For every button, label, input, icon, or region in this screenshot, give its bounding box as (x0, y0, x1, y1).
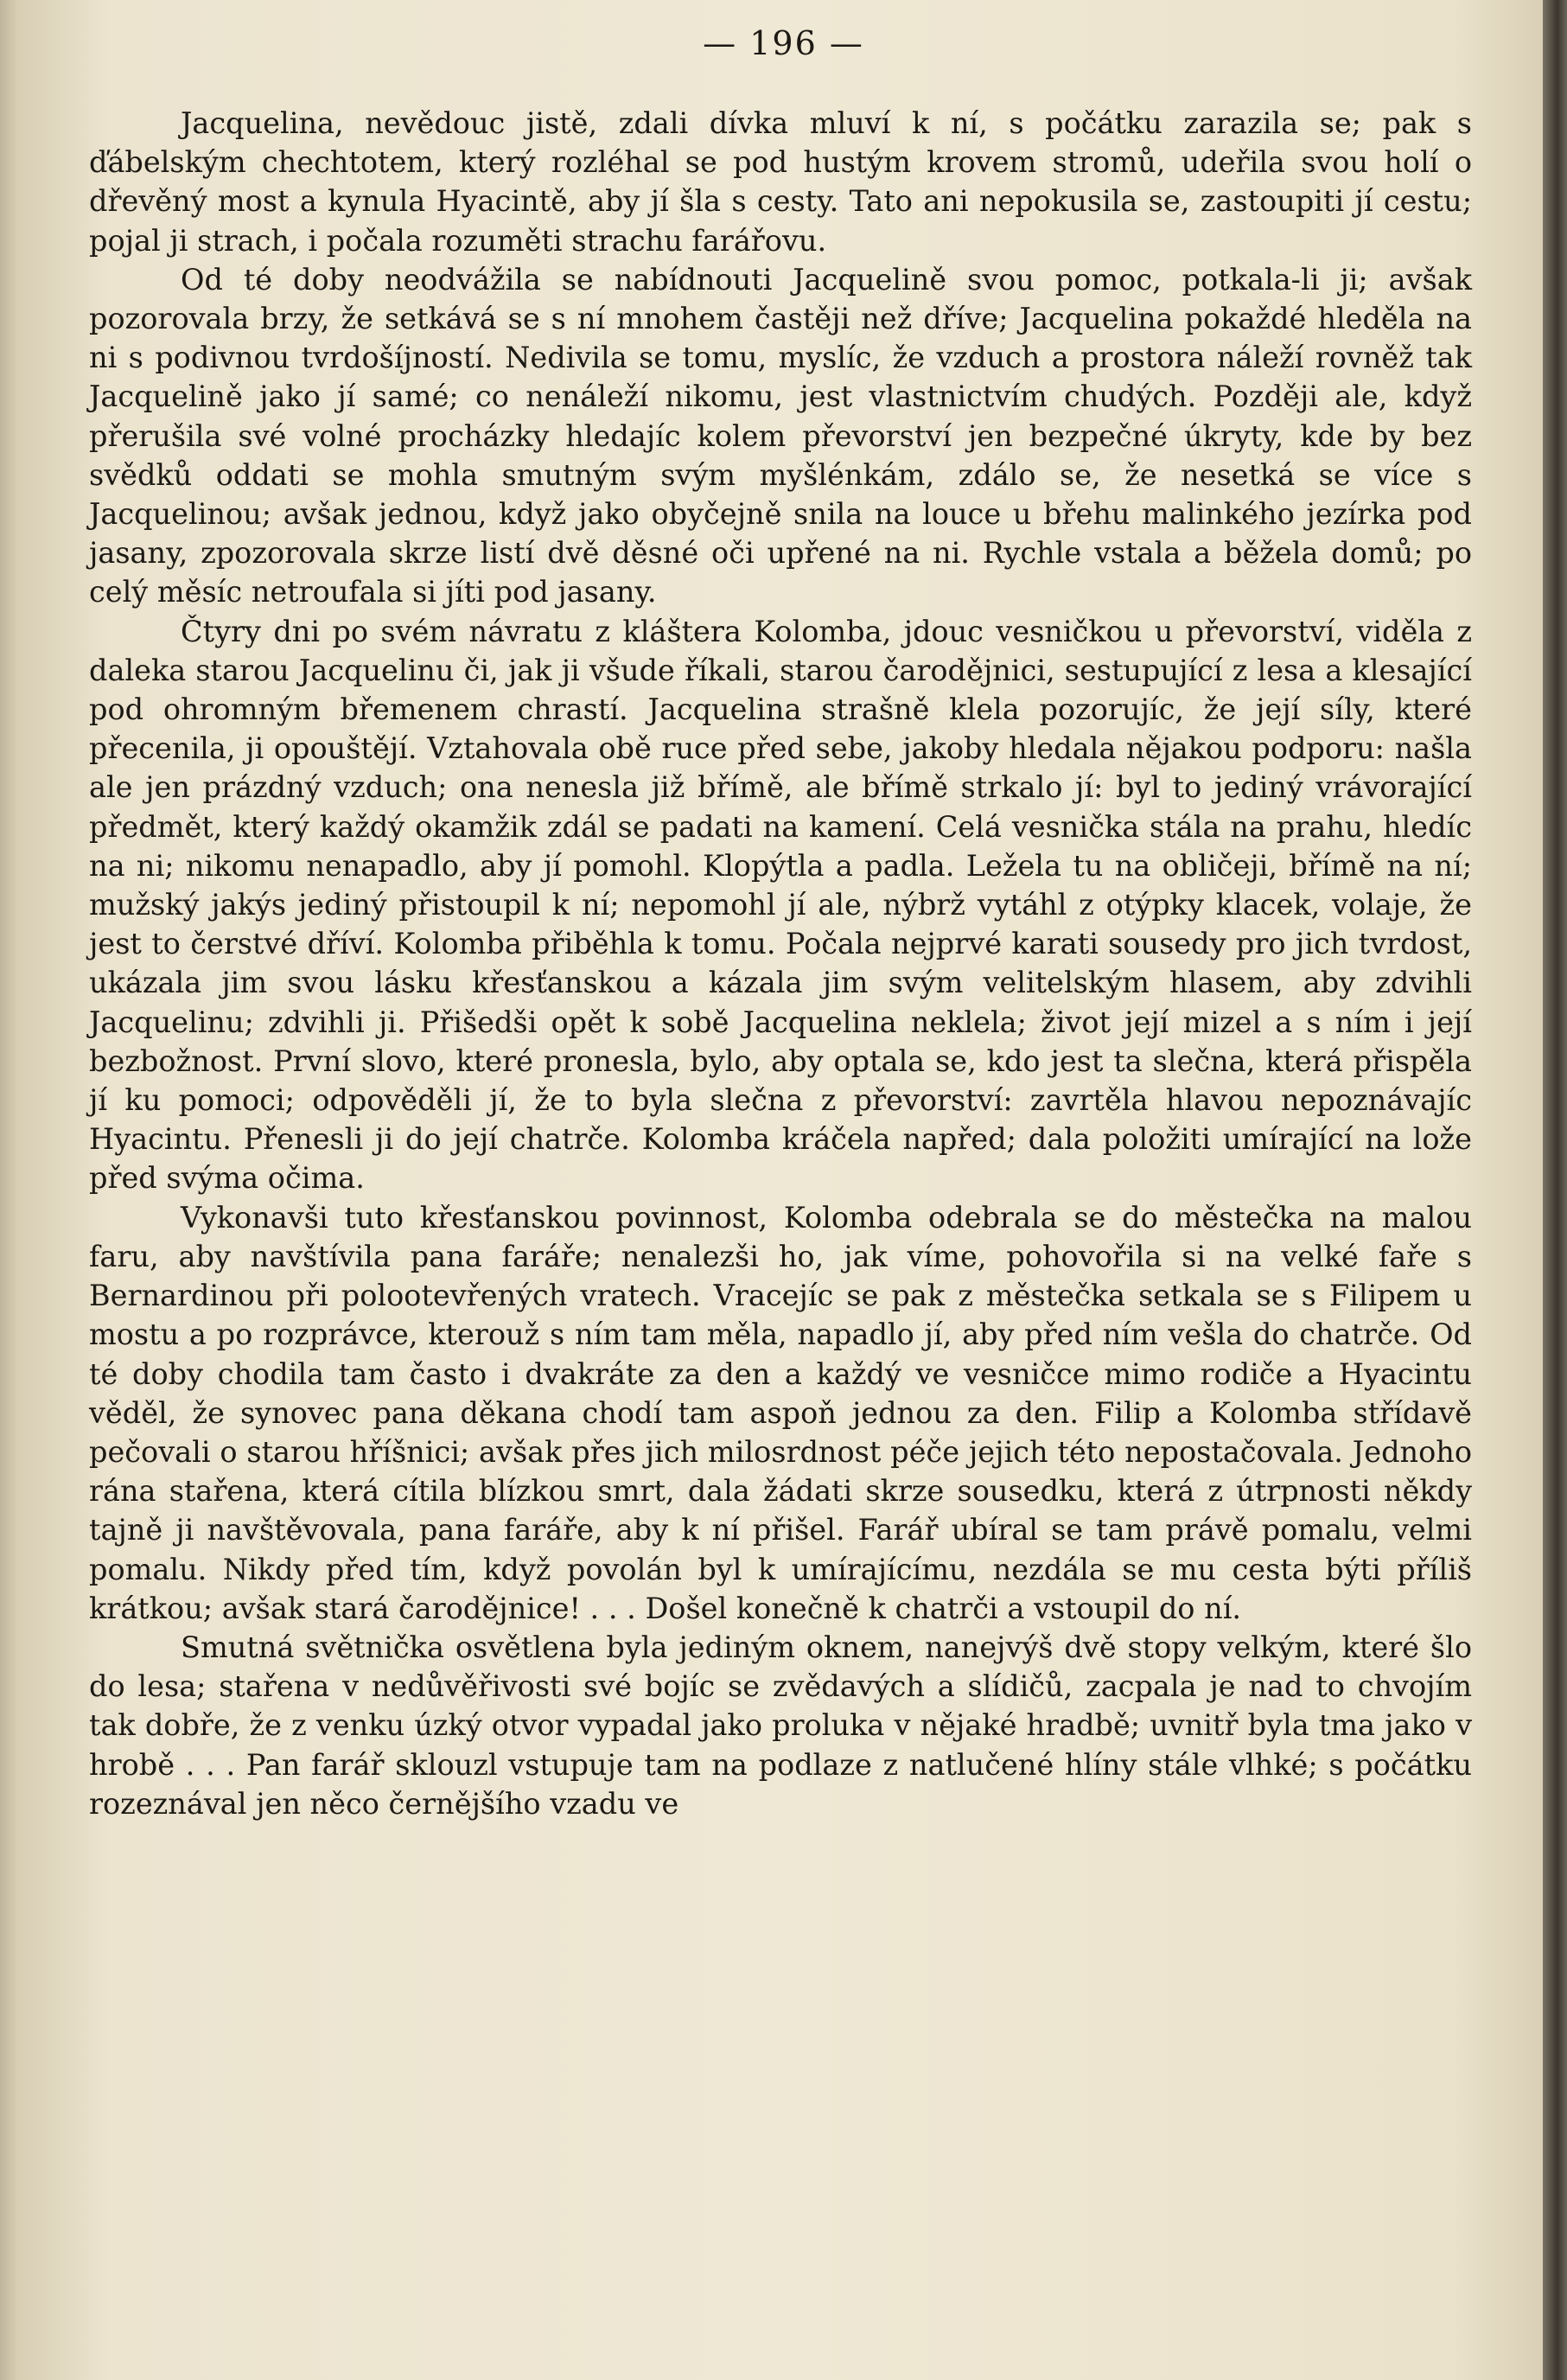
paragraph-5: Smutná světnička osvětlena byla jediným oknem, nanejvýš dvě stopy velkým, které šlo do lesa; stařena v nedůvěřivosti své bojíc se zvědavých a slídičů, zacpala je nad to chvojím tak dobře, že z venku úzký otvor vypadal jako proluka v nějaké hradbě; uvnitř byla tma jako v hrobě . . . Pan farář sklouzl vstupuje tam na podlaze z natlučené hlíny stále vlhké; s počátku rozeznával jen něco černějšího vzadu ve (89, 1630, 1472, 1821)
book-spine-edge (1543, 0, 1567, 2380)
paragraph-3: Čtyry dni po svém návratu z kláštera Kolomba, jdouc vesničkou u převorství, viděla z daleka starou Jacquelinu či, jak ji všude říkali, starou čarodějnici, sestupující z lesa a klesající pod ohromným břemenem chrastí. Jacquelina strašně klela pozorujíc, že její síly, které přecenila, ji opouštějí. Vztahovala obě ruce před sebe, jakoby hledala nějakou podporu: našla ale jen prázdný vzduch; ona nenesla již břímě, ale břímě strkalo jí: byl to jediný vrávorající předmět, který každý okamžik zdál se padati na kamení. Celá vesnička stála na prahu, hledíc na ni; nikomu nenapadlo, aby jí pomohl. Klopýtla a padla. Ležela tu na obličeji, břímě na ní; mužský jakýs jediný přistoupil k ní; nepomohl jí ale, nýbrž vytáhl z otýpky klacek, volaje, že jest to čerstvé dříví. Kolomba přiběhla k tomu. Počala nejprvé karati sousedy pro jich tvrdost, ukázala jim svou lásku křesťanskou a kázala jim svým velitelským hlasem, aby zdvihli Jacquelinu; zdvihli ji. Přišedši opět k sobě Jacquelina neklela; život její mizel a s ním i její bezbožnost. První slovo, které pronesla, bylo, aby optala se, kdo jest ta slečna, která přispěla jí ku pomoci; odpověděli jí, že to byla slečna z převorství: zavrtěla hlavou nepoznávajíc Hyacintu. Přenesli ji do její chatrče. Kolomba kráčela napřed; dala položiti umírající na lože před svýma očima. (89, 614, 1472, 1196)
paragraph-1: Jacquelina, nevědouc jistě, zdali dívka mluví k ní, s počátku zarazila se; pak s ďábelským chechtotem, který rozléhal se pod hustým krovem stromů, udeřila svou holí o dřevěný most a kynula Hyacintě, aby jí šla s cesty. Tato ani nepokusila se, zastoupiti jí cestu; pojal ji strach, i počala rozuměti strachu farářovu. (89, 106, 1472, 258)
page-number: — 196 — (703, 24, 864, 62)
paragraph-4: Vykonavši tuto křesťanskou povinnost, Kolomba odebrala se do městečka na malou faru, aby navštívila pana faráře; nenalezši ho, jak víme, pohovořila si na velké faře s Bernardinou při polootevřených vratech. Vracejíc se pak z městečka setkala se s Filipem u mostu a po rozprávce, kterouž s ním tam měla, napadlo jí, aby před ním vešla do chatrče. Od té doby chodila tam často i dvakráte za den a každý ve vesničce mimo rodiče a Hyacintu věděl, že synovec pana děkana chodí tam aspoň jednou za den. Filip a Kolomba střídavě pečovali o starou hříšnici; avšak přes jich milosrdnost péče jejich této nepostačovala. Jednoho rána stařena, která cítila blízkou smrt, dala žádati skrze sousedku, která z útrpnosti někdy tajně ji navštěvovala, pana faráře, aby k ní přišel. Farář ubíral se tam právě pomalu, velmi pomalu. Nikdy před tím, když povolán byl k umírajícímu, nezdála se mu cesta býti příliš krátkou; avšak stará čarodějnice! . . . Došel konečně k chatrči a vstoupil do ní. (89, 1200, 1472, 1625)
paragraph-2: Od té doby neodvážila se nabídnouti Jacquelině svou pomoc, potkala-li ji; avšak pozorovala brzy, že setkává se s ní mnohem častěji než dříve; Jacquelina pokaždé hleděla na ni s podivnou tvrdošíjností. Nedivila se tomu, myslíc, že vzduch a prostora náleží rovněž tak Jacquelině jako jí samé; co nenáleží nikomu, jest vlastnictvím chudých. Později ale, když přerušila své volné procházky hledajíc kolem převorství jen bezpečné úkryty, kde by bez svědků oddati se mohla smutným svým myšlénkám, zdálo se, že nesetká se více s Jacquelinou; avšak jednou, když jako obyčejně snila na louce u břehu malinkého jezírka pod jasany, zpozorovala skrze listí dvě děsné oči upřené na ni. Rychle vstala a běžela domů; po celý měsíc netroufala si jíti pod jasany. (89, 262, 1472, 609)
page-left-margin-shadow (0, 0, 17, 2380)
body-text (89, 104, 1472, 1823)
